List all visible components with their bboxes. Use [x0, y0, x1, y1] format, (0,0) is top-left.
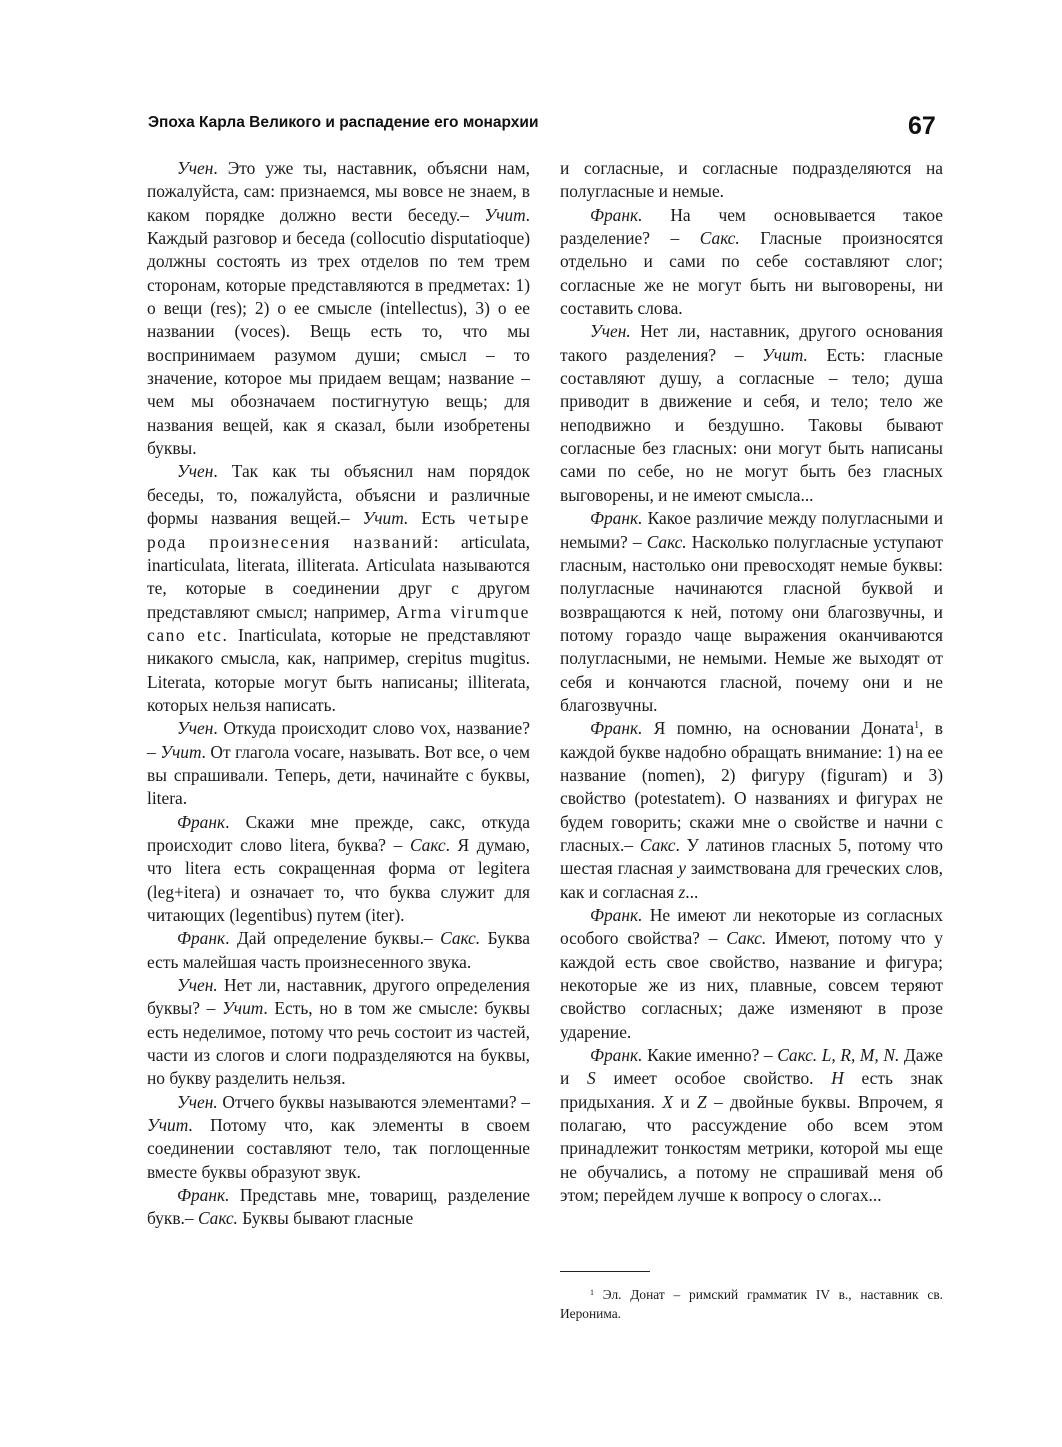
paragraph: и согласные, и согласные подразделяются на полугласные и немые.	[560, 158, 943, 202]
footnote-separator	[560, 1271, 650, 1272]
paragraph: Франк. На чем основывается такое разделение? – Сакс. Гласные произносятся отдельно и сами по себе составляют слог; согласные же не могут быть ни выговорены, ни составить слова.	[560, 204, 943, 319]
paragraph: Франк. Какое различие между полугласными и немыми? – Сакс. Насколько полугласные уступают гласным, настолько они превосходят немые буквы: полугласные начинаются гласной буквой и возвращаются к ней, потому они благозвучны, и потому гораздо чаще выражения оканчиваются полугласными, не немыми. Немые же выходят от себя и кончаются гласной, почему они и не благозвучны.	[560, 508, 943, 715]
paragraph: Франк. Не имеют ли некоторые из согласных особого свойства? – Сакс. Имеют, потому что у каждой есть свое свойство, название и фигура; некоторые же из них, плавные, совсем теряют свойство согласных; даже изменяют в прозе ударение.	[560, 905, 943, 1042]
right-column	[560, 157, 943, 1207]
footnote: $^1$ Эл. Донат – римский грамматик IV в., наставник св. Иеронима.	[560, 1287, 943, 1321]
page-number: 67	[908, 112, 936, 140]
paragraph: Учен. Нет ли, наставник, другого определения буквы? – Учит. Есть, но в том же смысле: буквы есть неделимое, потому что речь состоит из частей, части из слогов и слоги подразделяются на буквы, но букву разделить нельзя.	[147, 975, 530, 1089]
paragraph: Франк. Какие именно? – Сакс. L, R, M, N. Даже и S имеет особое свойство. H есть знак придыхания. X и Z – двойные буквы. Впрочем, я полагаю, что рассуждение обо всем этом принадлежит тонкостям метрики, которой мы еще не обучались, а потому не спрашивай меня об этом; перейдем лучше к вопросу о слогах...	[560, 1045, 943, 1206]
paragraph: Франк. Я помню, на основании Доната$^1$, в каждой букве надобно обращать внимание: 1) на ее название (nomen), 2) фигуру (figuram) и 3) свойство (potestatem). О названиях и фигурах не будем говорить; скажи мне о свойстве и начни с гласных.– Сакс. У латинов гласных 5, потому что шестая гласная y заимствована для греческих слов, как и согласная z...	[560, 718, 943, 902]
paragraph: Учен. Так как ты объяснил нам порядок беседы, то, пожалуйста, объясни и различные формы названия вещей.– Учит. Есть четыре рода произнесения названий: articulata, inarticulata, literata, illiterata. Articulata называются те, которые в соединении друг с другом представляют смысл; например, Arma virumque cano etc. Inarticulata, которые не представляют никакого смысла, как, например, crepitus mugitus. Literata, которые могут быть написаны; illiterata, которых нельзя написать.	[147, 461, 530, 715]
paragraph: Учен. Отчего буквы называются элементами? – Учит. Потому что, как элементы в своем соединении составляют тело, так поглощенные вместе буквы образуют звук.	[147, 1091, 530, 1182]
running-header: Эпоха Карла Великого и распадение его монархии	[148, 114, 539, 131]
footnote-mark: 1	[914, 720, 920, 732]
paragraph: Учен. Это уже ты, наставник, объясни нам, пожалуйста, сам: признаемся, мы вовсе не знаем, в каком порядке должно вести беседу.– Учит. Каждый разговор и беседа (collocutio disputatioque) должны состоять из трех отделов по тем трем сторонам, которые представляются в предметах: 1) о вещи (res); 2) о ее смысле (intellectus), 3) о ее названии (voces). Вещь есть то, что мы воспринимаем разумом души; смысл – то значение, которое мы придаем вещам; название – чем мы обозначаем постигнутую вещь; для названия вещей, как я сказал, были изобретены буквы.	[147, 158, 530, 459]
paragraph: Франк. Дай определение буквы.– Сакс. Буква есть малейшая часть произнесенного звука.	[147, 928, 530, 972]
paragraph: Франк. Скажи мне прежде, сакс, откуда происходит слово litera, буква? – Сакс. Я думаю, что litera есть сокращенная форма от legitera (leg+itera) и означает то, что буква служит для читающих (legentibus) путем (iter).	[147, 811, 530, 925]
left-column	[147, 157, 530, 1231]
paragraph: Франк. Представь мне, товарищ, разделение букв.– Сакс. Буквы бывают гласные	[147, 1185, 530, 1229]
footnote-number: 1	[590, 1288, 594, 1297]
paragraph: Учен. Нет ли, наставник, другого основания такого разделения? – Учит. Есть: гласные составляют душу, а согласные – тело; душа приводит в движение и себя, и тело; тело же неподвижно и бездушно. Таковы бывают согласные без гласных: они могут быть написаны сами по себе, но не могут быть без гласных выговорены, и не имеют смысла...	[560, 321, 943, 505]
paragraph: Учен. Откуда происходит слово vox, название? – Учит. От глагола vocare, называть. Вот все, о чем вы спрашивали. Теперь, дети, начинайте с буквы, litera.	[147, 718, 530, 809]
